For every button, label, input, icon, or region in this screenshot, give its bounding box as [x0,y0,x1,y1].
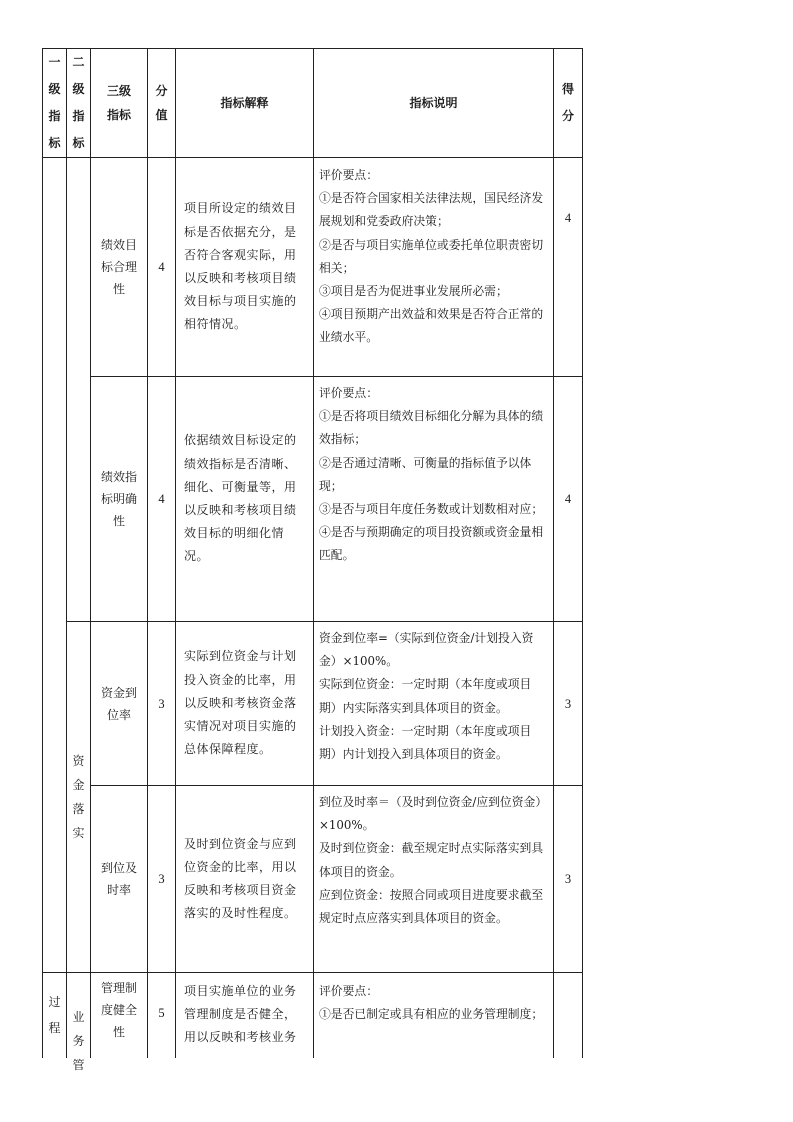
row1-desc-line: ④项目预期产出效益和效果是否符合正常的业绩水平。 [319,307,544,345]
header-points [554,49,582,157]
table-row-4-points: 3 [564,872,572,886]
header-explanation: 指标解释 [220,96,269,110]
table-row-2-explanation: 依据绩效目标设定的绩效指标是否清晰、细化、可衡量等，用以反映和考核项目绩效目标的明细化情况。 [184,433,297,564]
group-funding [67,622,90,972]
table-row-1-explanation: 项目所设定的绩效目标是否依据充分，是否符合客观实际，用以反映和考核项目绩效目标与项目实施的相符情况。 [184,201,297,332]
row2-desc-line: ③是否与项目年度任务数或计划数相对应； [319,502,544,517]
row1-desc-line: ③项目是否为促进事业发展所必需； [319,284,508,299]
table-row-5-description [314,980,553,1026]
row2-desc-line: 评价要点： [319,386,378,400]
row4-desc-line: 到位及时率＝（及时到位资金/应到位资金）×100%。 [319,795,548,833]
table-row-3-name: 资金到位率 [100,685,137,722]
row2-desc-line: ①是否将项目绩效目标细化分解为具体的绩效指标； [319,409,544,447]
table-row-2-description [314,382,553,568]
header-level2-text: 二级指标 [72,55,85,150]
table-row-4-name: 到位及时率 [100,861,137,897]
table-row-1-description [314,164,553,350]
col-line-7 [582,48,583,1058]
row5-desc-line: ①是否已制定或具有相应的业务管理制度； [319,1007,544,1022]
row2-desc-line: ②是否通过清晰、可衡量的指标值予以体现； [319,455,532,493]
table-row-3-explanation: 实际到位资金与计划投入资金的比率，用以反映和考核资金落实情况对项目实施的总体保障程度。 [184,649,297,757]
row1-desc-line: ②是否与项目实施单位或委托单位职责密切相关； [319,237,544,275]
table-row-5-score: 5 [158,1006,165,1020]
header-score-text: 分值 [155,84,168,122]
table-row-4-description [314,791,553,930]
table-row-2-points: 4 [564,492,572,506]
group-business-mgmt-text: 业务管 [72,1010,85,1072]
row5-desc-line: 评价要点： [319,984,378,998]
header-level2 [67,49,90,157]
group-funding-text: 资金落实 [72,754,85,840]
table-row-4-explanation: 及时到位资金与应到位资金的比率，用以反映和考核项目资金落实的及时性程度。 [184,836,297,921]
group-process [43,973,66,1058]
table-row-3-description [314,627,553,766]
header-score [148,49,175,157]
row1-desc-line: 评价要点： [319,168,378,182]
table-row-2-score: 4 [158,492,165,506]
header-description: 指标说明 [409,96,458,110]
row4-desc-line: 及时到位资金：截至规定时点实际落实到具体项目的资金。 [319,841,544,879]
group-business-mgmt [67,973,90,1072]
row3-desc-line: 实际到位资金：一定时期（本年度或项目期）内实际落实到具体项目的资金。 [319,677,532,715]
header-level3-text: 三级指标 [106,84,131,122]
group-process-text: 过程 [48,995,61,1035]
col-line-0 [42,48,43,1058]
table-row-5-explanation: 项目实施单位的业务管理制度是否健全，用以反映和考核业务 [184,984,297,1045]
header-points-text: 得分 [561,82,574,123]
table-row-5-name: 管理制度健全性 [100,981,137,1039]
header-level1 [43,49,66,157]
row1-desc-line: ①是否符合国家相关法律法规，国民经济发展规划和党委政府决策； [319,191,544,229]
header-level1-text: 一级指标 [48,55,61,150]
table-row-1-name: 绩效目标合理性 [100,238,137,296]
table-row-1-points: 4 [564,211,572,225]
row3-desc-line: 计划投入资金：一定时期（本年度或项目期）内计划投入到具体项目的资金。 [319,723,532,762]
table-row-4-score: 3 [158,872,165,886]
table-row-2-name: 绩效指标明确性 [100,470,137,528]
table-row-1-score: 4 [158,260,165,274]
row3-desc-line: 资金到位率=（实际到位资金/计划投入资金）×100%。 [319,631,534,669]
table-row-3-score: 3 [158,696,165,711]
header-level3 [91,49,147,157]
row4-desc-line: 应到位资金：按照合同或项目进度要求截至规定时点应落实到具体项目的资金。 [319,887,544,926]
table-row-3-points: 3 [564,696,572,711]
row2-desc-line: ④是否与预期确定的项目投资额或资金量相匹配。 [319,525,544,563]
